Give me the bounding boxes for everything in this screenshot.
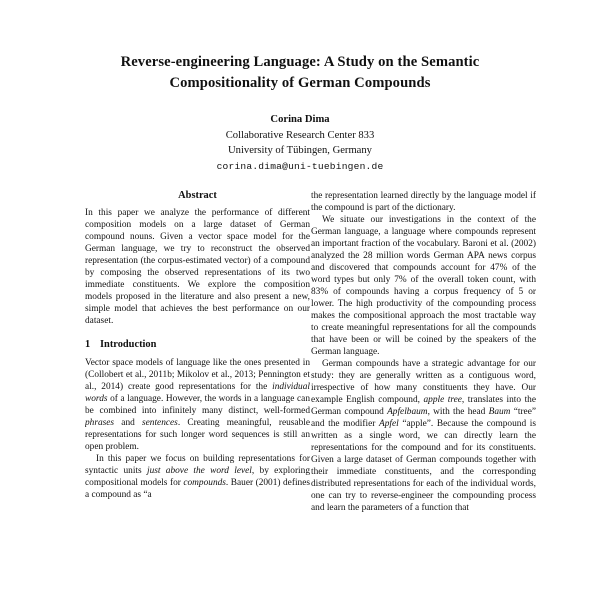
paragraph-right-0: the representation learned directly by the language model if the compound is part of the dictionary. [311,191,536,213]
paragraph-intro-2: In this paper we focus on building representations for syntactic units just above the word level, by exploring compositional models for compounds. Bauer (2001) defines a compound as “a [85,453,310,500]
author-block [0,112,600,174]
author-email: corina.dima@uni-tuebingen.de [216,161,384,173]
author-affiliation-line-1: Collaborative Research Center 833 [225,129,375,141]
abstract-heading: Abstract [178,190,217,201]
section-heading-introduction [85,338,310,352]
paragraph-right-1: We situate our investigations in the context of the German language, a language where compounds represent an important fraction of the vocabulary. Baroni et al. (2002) analyzed the 28 million words German APA news corpus and discovered that compounds account for 47% of the word types but only 7% of the overall token count, with 83% of compounds having a corpus frequency of 5 or lower. The high productivity of the compounding process makes the compositional approach the most tractable way to create meaningful representations for all the compounds that have been or will be coined by the speakers of the German language. [311,215,536,357]
author-affiliation-line-2: University of Tübingen, Germany [228,145,372,157]
page-title [90,52,510,93]
abstract-text: In this paper we analyze the performance of different composition models on a large dataset of German compound nouns. Given a vector space model for the German language, we try to reconstruct the observed representation (the corpus-estimated vector) of a compound by composing the observed representations of its two immediate constituents. We explore the composition models proposed in the literature and also present a new, simple model that achieves the best performance on our dataset. [85,208,310,326]
paper-title-line-1: Reverse-engineering Language: A Study on the Semantic [120,54,480,70]
right-column [311,190,536,600]
paragraph-intro-1: Vector space models of language like the ones presented in (Collobert et al., 2011b; Mikolov et al., 2013; Pennington et al., 2014) create good representations for the individual words of a language. However, the words in a language can be combined into infinitely many distinct, well-formed phrases and sentences. Creating meaningful, reusable representations for such longer word sequences is still an open problem. [85,357,310,452]
paragraph-right-2: German compounds have a strategic advantage for our study: they are generally written as a contiguous word, irrespective of how many constituents they have. Our example English compound, apple tree, translates into the German compound Apfelbaum, with the head Baum “tree” and the modifier Apfel “apple”. Because the compound is written as a single word, we can directly learn the representations for the compound and for its constituents. Given a large dataset of German compounds together with their immediate constituents, and the corresponding distributed representations for each of the individual words, one can try to reverse-engineer the compounding process and learn the parameters of a function that [311,359,536,513]
section-title: Introduction [100,339,157,350]
paper-title-line-2: Compositionality of German Compounds [169,74,431,91]
body-columns [0,190,600,600]
section-number: 1 [85,339,91,350]
left-column [85,190,310,600]
author-name: Corina Dima [270,114,330,126]
title-block [0,0,600,175]
